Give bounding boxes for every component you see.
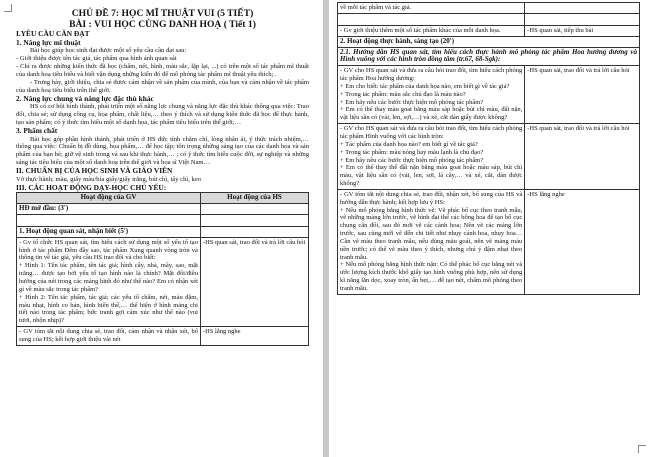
paragraph: Bài học giúp học sinh đạt được một số yêu cầu cần đạt sau: xyxy=(30,47,187,55)
subheading-general-competence: 2. Năng lực chung và năng lực đặc thù khác xyxy=(16,93,154,103)
table-row xyxy=(17,327,309,346)
crop-mark xyxy=(638,445,646,453)
paragraph: HS có cơ hội hình thành, phát triển một số năng lực chung và năng lực đặc thù khác thông qua việc: Trao đổi, chia sẻ; sử dụng công cụ, họa phẩm, chất liệu,… theo ý thích và sử dụng kiến thức đã học để thực hành, tạo sản phẩm; có ý thức tìm hiểu một số danh họa, tác phẩm tiêu biểu trên thế giới;… xyxy=(16,103,309,127)
table-row xyxy=(17,226,309,237)
table-cell xyxy=(17,214,201,226)
cell-text: + Trong tác phẩm: màu nóng hay màu lạnh là chủ đạo? xyxy=(340,148,484,156)
activity-1-heading: 1. Hoạt động quan sát, nhận biết (5') xyxy=(17,226,201,237)
table-cell xyxy=(200,214,308,226)
cell-text: + Em hãy nêu các bước thực hiện mô phỏng tác phẩm? xyxy=(340,98,484,106)
subheading-art-competence: 1. Năng lực mĩ thuật xyxy=(16,37,81,47)
cell-text: + Hình 2: Tên tác phẩm, tác giả; các yếu tố chấm, nét, màu đậm, màu nhạt, hình co bản, hình biến thể,… thể hiện ở hình mảng chi tiết nào trong tác phẩm; bức tranh gợi cảm xúc như thế nào (vui tươi, nhộn nhịp)? xyxy=(19,293,198,325)
table-row xyxy=(17,214,309,226)
table-row xyxy=(338,66,640,124)
cell-text: + Em có thể thay thế đất nặn bằng màu goat hoặc màu sáp, bút chì màu, vật liệu sẵn có (vải, len, sợi, lá cây,… và xé, cắt, dán được không? xyxy=(340,164,523,188)
document-page-right xyxy=(329,0,650,457)
activity-2-heading: 2. Hoạt động thực hành, sáng tạo (20') xyxy=(338,36,640,47)
cell-text: - Gv tổ chức HS quan sát, tìm hiểu cách sử dụng một số yếu tố tạo hình ở tác phẩm Đêm đầy sao, tác phẩm Xung quanh vòng tròn và thông tin về tác giả, yêu cầu HS trao đổi và cho biết: xyxy=(19,238,198,262)
cell-text: - GV cho HS quan sát và đưa ra câu hỏi trao đổi, tìm hiểu cách phỏng tác phẩm Hình vuông với các hình tròn: xyxy=(340,125,523,140)
teacher-activity-cell xyxy=(338,124,525,190)
cell-text: + Nếu mô phỏng bằng hình thức nặn: Có thể phác bố cục bằng nét và ước lượng kích thước khổ giấy tạo hình vuông phù hợp, nên sử dụng kĩ năng lăn dọc, xoay tròn, ấn bẹt,… để tạo nét, chấm mô phỏng theo tranh mẫu. xyxy=(340,261,523,292)
teacher-activity-cell xyxy=(338,66,525,124)
teacher-activity-cell xyxy=(17,237,201,326)
section-objectives-heading: I.YÊU CẦU CẦN ĐẠT xyxy=(16,29,90,38)
table-cell xyxy=(525,3,640,14)
cell-text: + Em cho biết: tác phẩm của danh họa nào, em biết gì về tác giả? xyxy=(340,82,510,90)
warmup-row-label: HĐ mở đầu: (3') xyxy=(17,204,201,215)
student-activity-cell: -HS quan sát, trao đổi và trả lời câu hỏi xyxy=(200,237,308,326)
table-row xyxy=(17,204,309,215)
paragraph: Vở thực hành; màu, giấy màu/bìa giấy/giấy trắng, bút chì, tẩy chì, keo xyxy=(16,175,202,183)
table-row xyxy=(17,237,309,326)
student-activity-cell: -HS quan sát, tiếp thu bài xyxy=(525,25,640,36)
cell-text: + Tác phẩm của danh họa nào? em biết gì về tác giả? xyxy=(340,140,478,148)
table-row xyxy=(338,47,640,66)
bullet-item: - Trưng bày, giới thiệu, chia sẻ được cảm nhận về sản phẩm của mình, của bạn và cảm nhận về tác phẩm của danh hoạ tiêu biểu trên thế giới. xyxy=(16,78,309,94)
lesson-topic-title: CHỦ ĐỀ 7: HỌC MĨ THUẬT VUI (5 TIẾT) xyxy=(71,8,254,19)
activities-table xyxy=(16,192,309,346)
bullet-item: - Chỉ ra được những kiến thức đã học (chấm, nét, hình, màu sắc, lặp lại, ...) có trên một số tác phẩm mĩ thuật của danh hoạ tiêu biểu và biết vận dụng những kiến đó để mô phỏng tác phẩm mĩ thuật yêu thích; . xyxy=(16,63,309,78)
table-row xyxy=(338,189,640,294)
cell-text: + Em có thể thay màu goat bằng màu sáp hoặc bút chì màu, đất nặn, vật liệu sẵn có (vải, len, sợi,…) và xé, cắt dán giấy được không? xyxy=(340,106,523,122)
lesson-title: BÀI : VUI HỌC CÙNG DANH HOẠ ( Tiết 1) xyxy=(69,19,256,30)
teacher-activity-cell: - Gv giới thiệu thêm một số tác phẩm khác của mỗi danh họa. xyxy=(338,25,525,36)
student-activity-cell: -HS lắng nghe xyxy=(525,189,640,294)
table-row xyxy=(338,13,640,25)
student-activity-cell: -HS lắng nghe xyxy=(200,327,308,346)
student-activity-cell: -HS quan sát, trao đổi và trả lời câu hỏi xyxy=(525,66,640,124)
teacher-activity-cell: về mỗi tác phẩm và tác giả. xyxy=(338,3,525,14)
table-cell xyxy=(525,13,640,25)
teacher-activity-cell xyxy=(338,189,525,294)
activity-2-1-heading: 2.1. Hướng dẫn HS quan sát, tìm hiểu cách thực hành mô phỏng tác phẩm Hoa hướng dương và Hình vuông với các hình tròn đồng tâm (tr.67, 68-Sgk): xyxy=(338,47,640,66)
table-cell xyxy=(338,13,525,25)
paragraph: Bài học góp phần hình thành, phát triển ở HS đức tính chăm chỉ, lòng nhân ái, ý thức trách nhiệm,… thông qua việc: Chuẩn bị đồ dùng, họa phẩm,… để học tập; tôn trọng những sáng tạo của các danh họa và sản phẩm của bạn bè; giữ vệ sinh trong và sau khi thực hành,… ; có ý thức tìm hiểu cuộc đời, sự nghiệp và những sáng tác tiêu biểu của một số danh hoạ trên thế giới và họa sĩ Việt Nam… xyxy=(16,135,309,167)
document-page-left xyxy=(0,0,323,457)
table-row xyxy=(338,3,640,14)
table-header-row xyxy=(17,193,309,204)
cell-text: + Nếu mô phỏng bằng hình thức vẽ: Vẽ phác bố cục theo tranh mẫu, vẽ những mảng lớn trước, vẽ hình đại thể các bông hoa để tạo bố cục chung cân đối, sau đó mới vẽ các cành hoa; Nên vẽ các mảng lớn trước, sau cùng mới vẽ đến chi tiết như nhụy cánh hoa, nhụy hoa… Cần vẽ màu theo tranh mẫu, nếu dùng màu goát, nên vẽ mảng màu nền trước; có thể vẽ màu theo ý thích, nhưng chú ý đậm nhạt theo tranh mẫu. xyxy=(340,206,523,261)
bullet-item: - Giới thiệu được tên tác giả, tác phẩm qua hình ảnh quan sát xyxy=(16,55,177,63)
subheading-qualities: 3. Phẩm chất xyxy=(16,125,58,135)
table-row xyxy=(338,36,640,47)
table-cell xyxy=(200,226,308,237)
table-cell xyxy=(200,204,308,215)
activities-table-continued xyxy=(337,2,640,295)
student-activity-cell: -HS quan sát, trao đổi và trả lời câu hỏi xyxy=(525,124,640,190)
cell-text: - GV tóm tắt nội dung chia sẻ, trao đổi, nhận xét, bổ sung của HS và hướng dẫn thực hành; kết hợp lưu ý HS: xyxy=(340,190,523,206)
table-row xyxy=(338,124,640,190)
table-row xyxy=(338,25,640,36)
column-header-student: Hoạt động của HS xyxy=(200,193,308,204)
section-preparation-heading: II. CHUẨN BỊ CỦA HỌC SINH VÀ GIÁO VIÊN xyxy=(16,166,173,176)
cell-text: + Hình 1: Tên tác phẩm, tên tác giả; hình cây, nhà, mây, sao, mặt trăng… được tạo bởi yếu tố tạo hình nào là chính? Mặt đối/điều hướng của nét trong các mảng hình đó như thế nào? Em có nhận xét gì về màu sắc trong tác phẩm? xyxy=(19,262,198,293)
cell-text: + Trong tác phẩm: màu sắc chủ đạo là màu nào? xyxy=(340,90,466,98)
section-activities-heading: III. CÁC HOẠT ĐỘNG DẠY-HỌC CHỦ YẾU: xyxy=(16,182,167,192)
cell-text: - GV cho HS quan sát và đưa ra câu hỏi trao đổi, tìm hiểu cách phỏng tác phẩm Hoa hướng dương: xyxy=(340,67,523,83)
teacher-activity-cell: - GV tóm tắt nội dung chia sẻ, trao đổi, cảm nhận và nhận xét, bổ sung của HS; kết hợp giới thiệu vài nét xyxy=(17,327,201,346)
column-header-teacher: Hoạt động của GV xyxy=(17,193,201,204)
cell-text: + Em hãy nêu các bước thực hiện mô phỏng tác phẩm? xyxy=(340,156,484,164)
crop-mark xyxy=(4,4,12,12)
